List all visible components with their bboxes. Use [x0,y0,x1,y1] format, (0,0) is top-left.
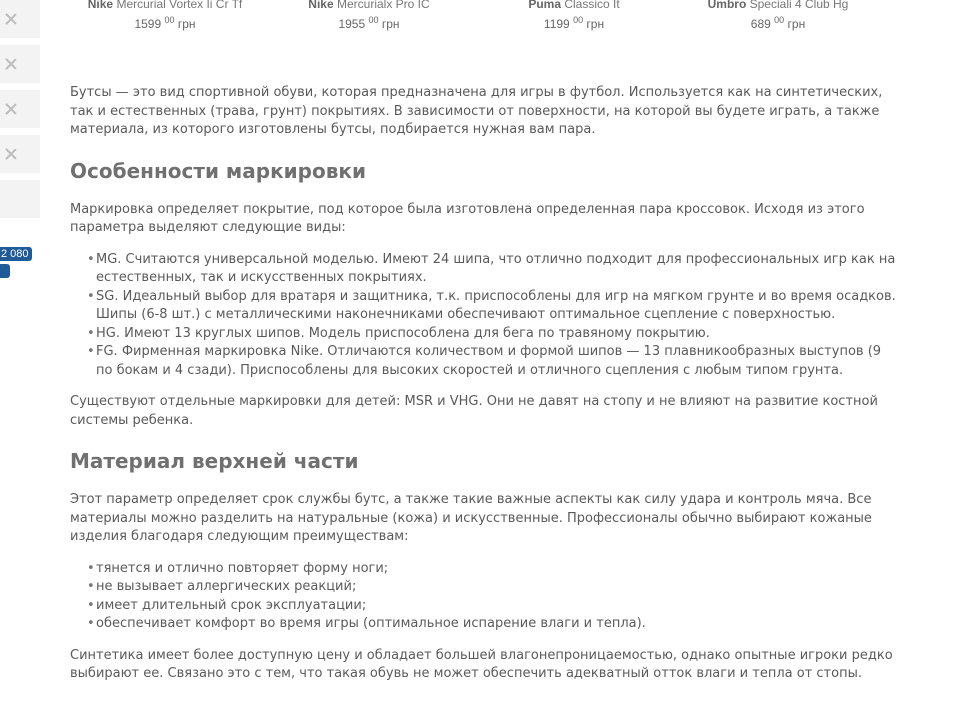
list-item: • HG. Имеют 13 круглых шипов. Модель приспособлена для бега по травяному покрытию. [96,325,900,344]
product-name[interactable]: Nike Mercurial Vortex Ii Cr Tf [87,0,243,11]
product-strip [0,0,973,31]
section-heading-marking: Особенности маркировки [70,158,366,183]
list-item: • MG. Считаются универсальной моделью. Имеют 24 шипа, что отлично подходит для профессиональных игр как на естественных, так и искусственных покрытиях. [96,251,900,288]
list-item: • обеспечивает комфорт во время игры (оптимальное испарение влаги и тепла). [96,615,900,634]
product-name[interactable]: Nike Mercurialx Pro IC [308,0,430,11]
counter-badge: 2 080 [0,247,32,261]
kids-note-paragraph: Существуют отдельные маркировки для детей: MSR и VHG. Они не давят на стопу и не влияют на развитие костной системы ребенка. [70,394,878,428]
material-list [70,560,900,634]
sidebar-tile[interactable] [0,45,40,83]
list-item: • имеет длительный срок эксплуатации; [96,597,900,616]
product-price: 1955 $^{00}$ грн [338,15,400,31]
product-name[interactable]: Puma Classico It [528,0,620,11]
product-price: 1599 $^{00}$ грн [134,15,196,31]
product-card[interactable] [678,0,878,32]
list-item: • SG. Идеальный выбор для вратаря и защитника, т.к. приспособлены для игр на мягком грунте и во время осадков. Шипы (6-8 шт.) с металлическими наконечниками обеспечивают оптимальное сцепление с поверхностью. [96,288,900,325]
list-item: • не вызывает аллергических реакций; [96,578,900,597]
sidebar-tile[interactable] [0,135,40,173]
product-card[interactable] [65,0,265,32]
product-name[interactable]: Umbro Speciali 4 Club Hg [707,0,849,11]
article-body [70,84,900,697]
sidebar-tile[interactable] [0,90,40,128]
product-card[interactable] [474,0,674,32]
close-icon[interactable] [4,102,18,116]
product-price: 689 $^{00}$ грн [750,15,806,31]
marking-intro-paragraph: Маркировка определяет покрытие, под которое была изготовлена определенная пара кроссовок. Исходя из этого параметра выделяют следующие виды: [70,201,865,235]
sidebar-tile [0,180,40,218]
synthetic-note-paragraph: Синтетика имеет более доступную цену и обладает большей влагонепроницаемостью, однако опытные игроки редко выбирают ее. Связано это с тем, что такая обувь не может обеспечить адекватный отток влаги и тепла от стопы. [70,647,893,681]
product-price: 1199 $^{00}$ грн [543,15,605,31]
list-item: • тянется и отлично повторяет форму ноги; [96,560,900,579]
intro-paragraph: Бутсы — это вид спортивной обуви, которая предназначена для игры в футбол. Используется как на синтетических, так и естественных (трава, грунт) покрытиях. В зависимости от поверхности, на которой вы будете играть, а также материала, из которого изготовлены бутсы, подбирается нужная вам пара. [70,85,883,137]
list-item: • FG. Фирменная маркировка Nike. Отличаются количеством и формой шипов — 13 плавникообразных выступов (9 по бокам и 4 сзади). Приспособлены для высоких скоростей и отличного сцепления с любым типом грунта. [96,343,900,380]
section-heading-material: Материал верхней части [70,449,359,473]
close-icon[interactable] [4,147,18,161]
material-intro-paragraph: Этот параметр определяет срок службы бутс, а также такие важные аспекты как силу удара и контроль мяча. Все материалы можно разделить на натуральные (кожа) и искусственные. Профессионалы обычно выбирают кожаные изделия благодаря следующим преимуществам: [70,492,872,544]
counter-bar [0,264,10,278]
marking-list [70,251,900,381]
product-card[interactable] [269,0,469,32]
close-icon[interactable] [4,57,18,71]
